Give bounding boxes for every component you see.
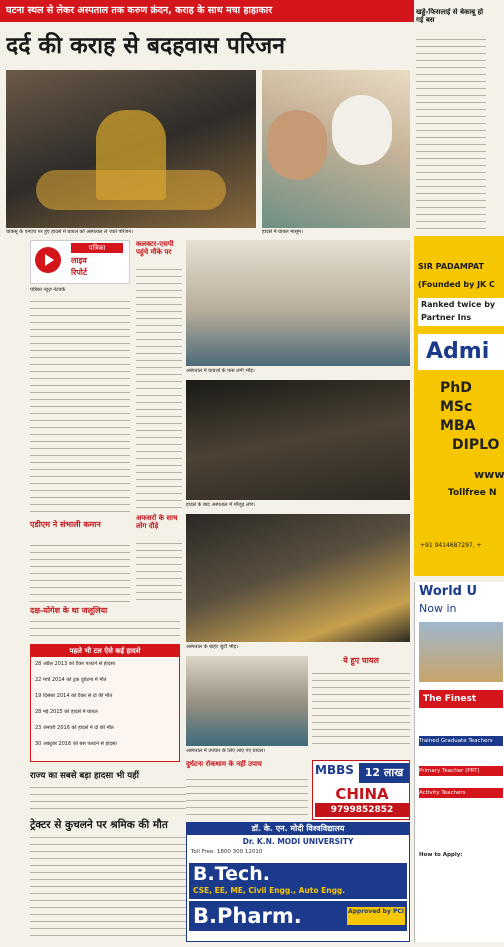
ad2-line: Activity Teachers — [419, 788, 503, 798]
photo-outside-hospital — [186, 514, 410, 642]
top-banner: घटना स्थल से लेकर अस्पताल तक करुण क्रंदन, कराह के साथ मचा हाहाकार — [0, 0, 414, 22]
ad-adm: Admi — [426, 339, 490, 364]
subhead-injured: ये हुए घायल — [343, 656, 379, 665]
ad2-line: Now in — [419, 602, 457, 615]
subhead-adm: एडीएम ने संभाली कमान — [30, 520, 101, 529]
right-col-head: खड्डे-फिसलाई से बेकाबू हो गई बस — [416, 8, 484, 24]
photo-injured-child — [262, 70, 410, 228]
ad-line: Partner Ins — [421, 313, 472, 322]
ad-line: Ranked twice by — [421, 300, 496, 309]
photo-crowd-night — [186, 380, 410, 500]
ad-phone: +91 9414687297, + — [420, 542, 482, 549]
photo-figure — [267, 110, 327, 180]
approved-badge: Approved by PCI — [347, 907, 405, 925]
fee-label: 12 लाख — [359, 763, 409, 783]
sir-padampat-ad[interactable] — [414, 236, 504, 576]
ad2-line: The Finest — [419, 690, 503, 708]
photo-caption: अस्पताल के बाहर जुटी भीड़। — [186, 644, 239, 650]
play-icon — [35, 247, 61, 273]
play-triangle-icon — [45, 254, 54, 266]
university-name: डॉ. के. एन. मोदी विश्वविद्यालय — [187, 823, 409, 835]
mbbs-ad[interactable] — [312, 760, 410, 820]
photo-figure — [36, 170, 226, 210]
ad-line: SIR PADAMPAT — [418, 262, 484, 271]
ad-tollfree: Tollfree N — [448, 488, 497, 498]
ad-program: MBA — [440, 418, 476, 434]
btech-label: B.Tech. — [193, 863, 271, 885]
ad-line: (Founded by JK C — [418, 280, 495, 289]
news-text — [186, 776, 308, 818]
ad2-building-photo — [419, 622, 503, 682]
china-label: CHINA — [335, 785, 389, 801]
photo-caption: अस्पताल में उपचार के लिए लाए गए घायल। — [186, 748, 266, 754]
ad-program: MSc — [440, 399, 473, 415]
photo-figure — [332, 95, 392, 165]
ad-www: www — [474, 468, 504, 481]
subhead-officers: अफसरों के साथ लोग दौड़े — [136, 514, 178, 530]
live-label: लाइव — [71, 256, 87, 265]
ad-ranked — [418, 298, 504, 326]
photo-hospital-ward — [186, 240, 410, 366]
mbbs-phone: 9799852852 — [315, 803, 409, 817]
photo-caption: हादसे में घायल मासूम। — [262, 229, 303, 235]
timeline-item: 22 मार्च 2014 को ट्रक दुर्घटना में मौत — [35, 677, 107, 683]
right-col-text — [416, 36, 486, 232]
timeline-title: पहले भी टल ऐसे कई हादसे — [31, 645, 179, 657]
photo-treatment — [186, 656, 308, 746]
ad-program: DIPLO — [452, 437, 500, 453]
byline: पत्रिका न्यूज़ नेटवर्क — [30, 287, 66, 293]
page-headline: दर्द की कराह से बदहवास परिजन — [6, 33, 285, 59]
ad2-line: Primary Teacher (PRT) — [419, 766, 503, 776]
subhead-prevention: दुर्घटना रोकथाम के नहीं उपाय — [186, 760, 262, 768]
photo-caption: अस्पताल में घायलों के पास लगी भीड़। — [186, 368, 255, 374]
article-text-col1c — [30, 618, 180, 642]
patrika-brand: पत्रिका — [71, 243, 123, 253]
article-text-col1 — [30, 298, 130, 518]
photo-injured-carried — [6, 70, 256, 228]
timeline-box — [30, 644, 180, 762]
report-label: रिपोर्ट — [71, 268, 87, 277]
photo-caption: हादसे के बाद अस्पताल में मौजूद लोग। — [186, 502, 256, 508]
bpharm-label: B.Pharm. — [193, 904, 302, 928]
university-ad[interactable] — [186, 822, 410, 942]
news-headline: ट्रेक्टर से कुचलने पर श्रमिक की मौत — [30, 819, 168, 831]
article-text-col1b — [30, 542, 130, 604]
btech-panel — [189, 863, 407, 899]
timeline-item: 30 अक्टूबर 2016 को बस पलटने से हादसा — [35, 741, 117, 747]
patrika-live-box — [30, 240, 130, 284]
world-university-ad[interactable] — [414, 582, 504, 942]
article-text-col2b — [136, 540, 182, 602]
mbbs-label: MBBS — [315, 763, 354, 777]
subhead-collector: कलक्टर-एसपी पहुंचे मौके पर — [136, 240, 174, 256]
timeline-item: 23 जनवरी 2016 को हादसे में दो की मौत — [35, 725, 114, 731]
toll-free: Toll Free: 1800 300 12010 — [191, 849, 263, 855]
btech-branches: CSE, EE, ME, Civil Engg., Auto Engg. — [193, 886, 346, 895]
news-headline: राज्य का सबसे बड़ा हादसा भी यहीं — [30, 771, 139, 781]
university-name-en: Dr. K.N. MODI UNIVERSITY — [242, 837, 354, 846]
ad2-line: World U — [419, 584, 478, 599]
article-text-col2 — [136, 266, 182, 512]
injured-list — [312, 670, 410, 744]
bpharm-panel — [189, 901, 407, 931]
timeline-item: 19 दिसंबर 2014 को टैंकर से दो की मौत — [35, 693, 113, 699]
photo-caption: चाकसू के एनएच पर हुए हादसे में घायल को अस्पताल ले जाते परिजन। — [6, 229, 133, 235]
ad-admission — [418, 334, 504, 370]
timeline-item: 28 मई 2015 को हादसे में घायल — [35, 709, 98, 715]
ad2-line: How to Apply: — [419, 852, 463, 858]
subhead-daksh: दक्ष-योगेश के था जलूलिया — [30, 606, 108, 615]
timeline-item: 28 अप्रैल 2013 को टैंकर पलटने से हादसा — [35, 661, 115, 667]
ad-program: PhD — [440, 380, 472, 396]
ad2-line: Trained Graduate Teachers — [419, 736, 503, 746]
